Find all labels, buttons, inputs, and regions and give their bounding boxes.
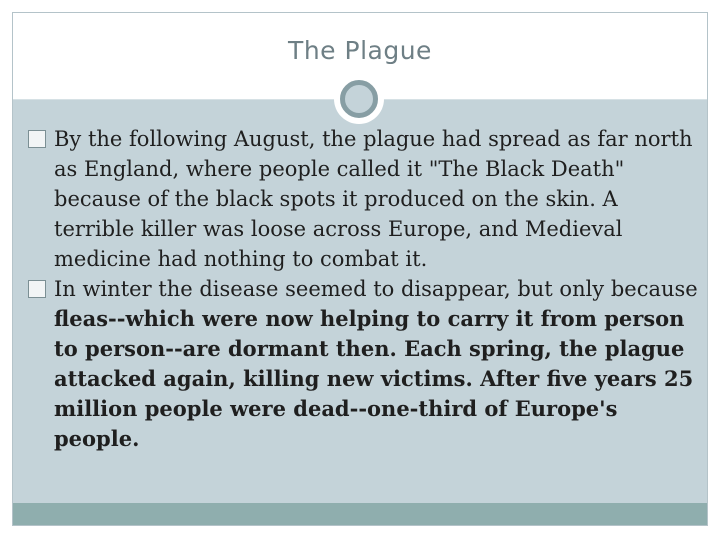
bullet-item (28, 274, 698, 454)
slide-body (28, 124, 698, 454)
slide-title: The Plague (288, 36, 432, 65)
bullet-icon (28, 130, 46, 148)
bullet-text: By the following August, the plague had spread as far north as England, where people called it "The Black Death" because of the black spots it produced on the skin. A terrible killer was loose across Europe, and Medieval medicine had nothing to combat it. (54, 127, 693, 271)
circle-ornament-icon (340, 80, 378, 118)
bullet-item (28, 124, 698, 274)
bullet-text: In winter the disease seemed to disappear, but only because (54, 277, 698, 301)
bottom-bar (13, 503, 707, 525)
bullet-bold-text: fleas--which were now helping to carry it from person to person--are dormant then. Each spring, the plague attacked again, killing new victims. After five years 25 million people were dead--one-third of Europe's people. (54, 306, 694, 451)
bullet-icon (28, 280, 46, 298)
